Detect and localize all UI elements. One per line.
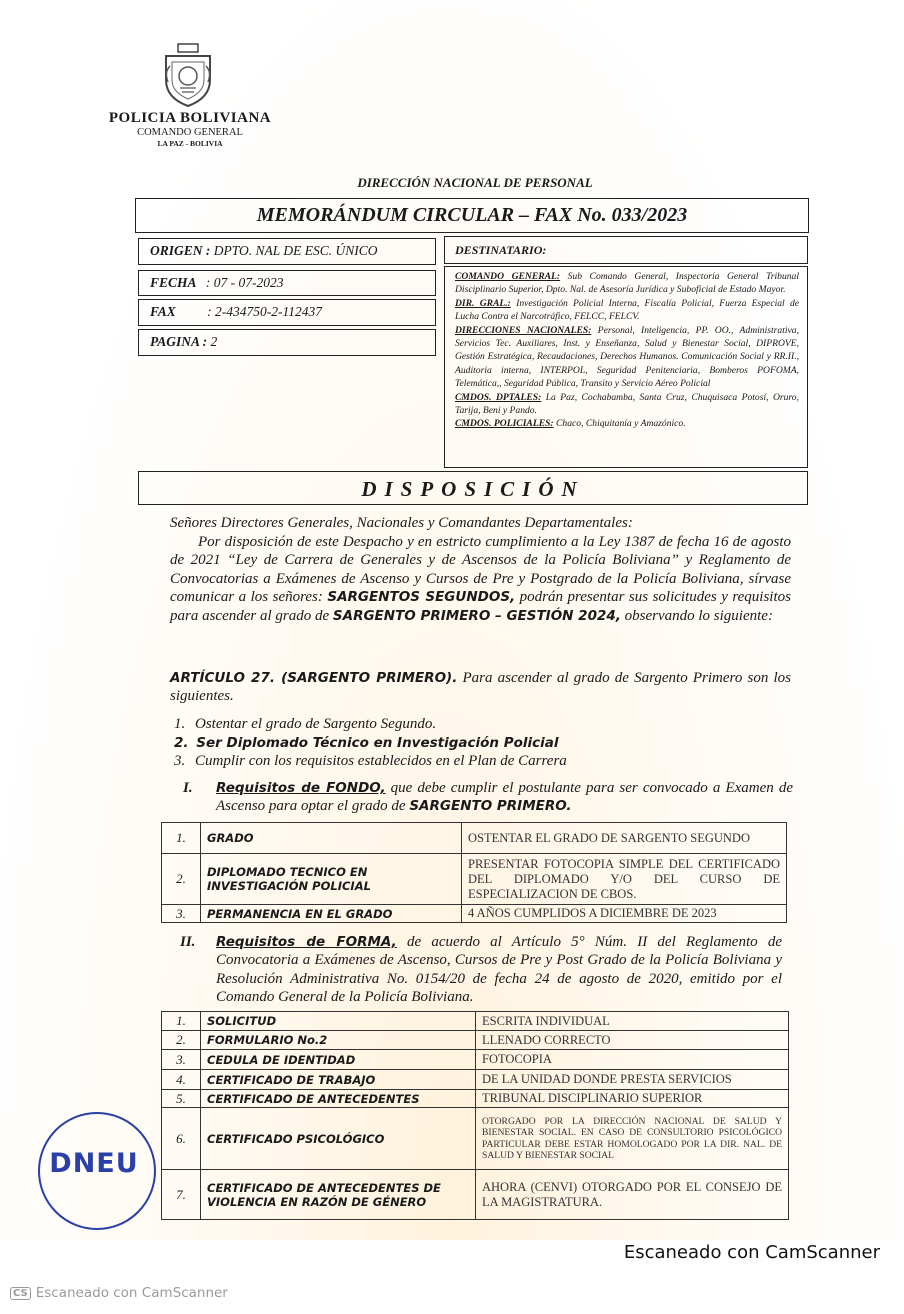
origen-value: DPTO. NAL DE ESC. ÚNICO [213,243,378,258]
section2-body: de acuerdo al Artículo 5° Núm. II del Reglamento de Convocatoria a Exámenes de Ascenso, Cursos de Pre y Post Grado de la Policía Boliviana y Resolución Administrativa No. 0154/20 de fecha 24 de agosto de 2020, emitido por el Comando General de la Policía Boliviana. [216,934,783,1006]
paragraph-text: observando lo siguiente: [620,607,773,624]
scanner-watermark: Escaneado con CamScanner [623,1242,880,1263]
memo-title: MEMORÁNDUM CIRCULAR – FAX No. 033/2023 [135,198,809,233]
row-number: 6. [162,1108,201,1170]
row-number: 3. [162,905,201,923]
table-row [162,1012,789,1031]
scanner-footer-text: Escaneado con CamScanner [35,1285,228,1301]
fax-value: : 2-434750-2-112437 [207,304,323,319]
section2-text [216,933,782,1007]
section1-head: Requisitos de FONDO, [216,780,386,796]
camscanner-logo-icon: CS [10,1287,31,1300]
row-number: 7. [162,1170,201,1220]
row-number: 2. [162,854,201,905]
row-value: TRIBUNAL DISCIPLINARIO SUPERIOR [476,1090,789,1108]
row-key: SOLICITUD [201,1012,476,1031]
article-27 [170,669,791,706]
fax-label: FAX [150,304,176,319]
recipient-text: Personal, Inteligencia, PP. OO., Administrativa, Servicios Tec. Auxiliares, Inst. y Enseñanza, Salud y Bienestar Social, DIPROVE, Gestión Estratégica, Recaudaciones, Derechos Humanos. Comunicación Social y RR.II., Auditoria interna, INTERPOL, Seguridad Penitenciaria, Bomberos POFOMA, Telemática,, Seguridad Pública, Transito y Servicio Aéreo Policial [455,324,799,390]
org-name: POLICIA BOLIVIANA [108,110,272,126]
recipient-head: DIR. GRAL.: [455,297,511,309]
list-text: Cumplir con los requisitos establecidos en el Plan de Carrera [195,753,567,769]
pagina-field [138,329,436,356]
list-number: 1. [174,716,186,732]
row-key: FORMULARIO No.2 [201,1031,476,1050]
table-row [162,1050,789,1070]
recipient-head: DIRECCIONES NACIONALES: [455,324,592,336]
list-item [174,734,774,752]
salutation: Señores Directores Generales, Nacionales y Comandantes Departamentales: [170,515,633,531]
row-key: GRADO [201,823,462,854]
row-key: CERTIFICADO DE TRABAJO [201,1070,476,1090]
row-number: 1. [162,823,201,854]
section1-text [216,779,793,816]
list-item [174,715,774,733]
row-value: FOTOCOPIA [476,1050,789,1070]
recipient-text: La Paz, Cochabamba, Santa Cruz, Chuquisaca Potosí, Oruro, Tarija, Beni y Pando. [455,391,799,417]
fecha-value: : 07 - 07-2023 [205,275,284,290]
fecha-field [138,270,436,296]
list-number: 3. [174,753,186,769]
row-value: 4 AÑOS CUMPLIDOS A DICIEMBRE DE 2023 [462,905,787,923]
destinatario-label: DESTINATARIO: [444,236,808,264]
row-value: AHORA (CENVI) OTORGADO POR EL CONSEJO DE LA MAGISTRATURA. [476,1170,789,1220]
scanner-footer [10,1285,228,1301]
row-value: ESCRITA INDIVIDUAL [476,1012,789,1031]
fecha-label: FECHA [150,275,197,290]
org-city: LA PAZ - BOLIVIA [157,139,223,148]
paragraph-text: Por disposición de este Despacho y en estricto cumplimiento a la Ley 1387 de fecha 16 de agosto de 2021 “Ley de Carrera de Generales y de Ascensos de la Policía Boliviana” y Reglamento de Convocatorias a Exámenes de Ascenso y Cursos de Pre y Postgrado de la Policía Boliviana, sírvase comunicar a los señores: [170,534,791,606]
paragraph-strong: SARGENTO PRIMERO – GESTIÓN 2024, [332,607,621,624]
article-text: Para ascender al grado de Sargento Primero son los siguientes. [170,670,791,705]
list-text: Ostentar el grado de Sargento Segundo. [195,716,437,732]
row-number: 5. [162,1090,201,1108]
section1-roman: I. [183,780,193,796]
recipient-head: CMDOS. POLICIALES: [455,418,554,430]
row-key: PERMANENCIA EN EL GRADO [201,905,462,923]
article-head: ARTÍCULO 27. (SARGENTO PRIMERO). [170,670,458,686]
table-row [162,823,787,854]
requirements-fondo-table [161,822,787,923]
table-row [162,1031,789,1050]
requirements-forma-table [161,1011,789,1220]
origen-field [138,238,436,265]
row-value: OSTENTAR EL GRADO DE SARGENTO SEGUNDO [462,823,787,854]
police-emblem-icon [160,42,216,108]
paragraph-text: podrán presentar sus solicitudes y requisitos para ascender al grado de [170,589,791,624]
table-row [162,1170,789,1220]
row-key: CERTIFICADO DE ANTECEDENTES [201,1090,476,1108]
section2-head: Requisitos de FORMA, [216,934,397,950]
row-value: DE LA UNIDAD DONDE PRESTA SERVICIOS [476,1070,789,1090]
origen-label: ORIGEN : [150,243,211,258]
section1-strong: SARGENTO PRIMERO. [409,798,572,815]
table-row [162,1108,789,1170]
pagina-label: PAGINA : [150,334,208,349]
section1-body: que debe cumplir el postulante para ser convocado a Examen de Ascenso para optar el grado de [216,780,793,815]
table-row [162,854,787,905]
row-value: PRESENTAR FOTOCOPIA SIMPLE DEL CERTIFICADO DEL DIPLOMADO Y/O DEL CURSO DE ESPECIALIZACION DE CBOS. [462,854,787,905]
table-row [162,905,787,923]
recipient-head: COMANDO GENERAL: [455,271,561,282]
row-value: OTORGADO POR LA DIRECCIÓN NACIONAL DE SALUD Y BIENESTAR SOCIAL. EN CASO DE CONSULTORIO PSICOLÓGICO PARTICULAR DEBE ESTAR HOMOLOGADO POR LA DIR. NAL. DE SALUD Y BIENESTAR SOCIAL [476,1108,789,1170]
list-text: Ser Diplomado Técnico en Investigación Policial [196,735,559,751]
fax-field [138,299,436,326]
recipient-text: Chaco, Chiquitanía y Amazónico. [553,418,686,430]
org-unit: COMANDO GENERAL [137,127,243,138]
pagina-value: 2 [210,334,218,349]
table-row [162,1090,789,1108]
disposition-title: DISPOSICIÓN [138,471,808,505]
row-value: LLENADO CORRECTO [476,1031,789,1050]
recipients-list [444,266,808,468]
table-row [162,1070,789,1090]
recipient-text: Sub Comando General, Inspectoría General Tribunal Disciplinario Superior, Dpto. Nal. de Asesoría Jurídica y Suboficial de Estado Mayor. [455,271,800,296]
list-item [174,752,774,770]
list-number: 2. [174,735,189,751]
disposition-paragraph [170,533,791,625]
recipient-head: CMDOS. DPTALES: [455,391,542,403]
paragraph-strong: SARGENTOS SEGUNDOS, [327,589,516,606]
row-key: CEDULA DE IDENTIDAD [201,1050,476,1070]
section2-roman: II. [180,934,196,950]
row-number: 1. [162,1012,201,1031]
row-number: 3. [162,1050,201,1070]
row-number: 2. [162,1031,201,1050]
row-number: 4. [162,1070,201,1090]
direction-title: DIRECCIÓN NACIONAL DE PERSONAL [357,175,593,190]
recipient-text: Investigación Policial Interna, Fiscalía Policial, Fuerza Especial de Lucha Contra el Narcotráfico, FELCC, FELCV. [455,297,799,323]
stamp-text: DNEU [49,1148,139,1179]
row-key: CERTIFICADO DE ANTECEDENTES DE VIOLENCIA EN RAZÓN DE GÉNERO [201,1170,476,1220]
row-key: DIPLOMADO TECNICO EN INVESTIGACIÓN POLICIAL [201,854,462,905]
row-key: CERTIFICADO PSICOLÓGICO [201,1108,476,1170]
